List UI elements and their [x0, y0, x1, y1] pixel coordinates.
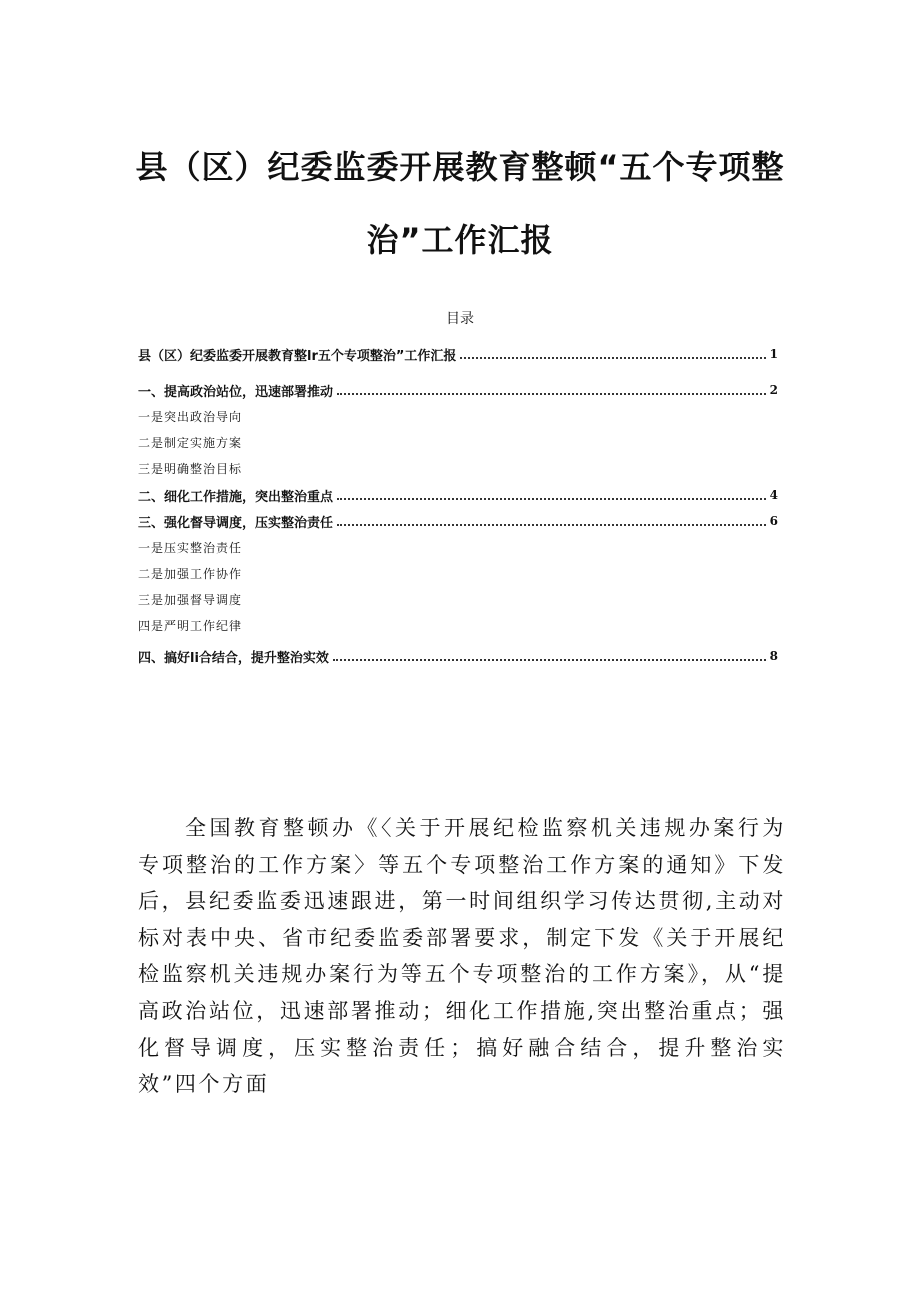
body-paragraph: 全国教育整顿办《〈关于开展纪检监察机关违规办案行为专项整治的工作方案〉等五个专项整治工作方案的通知》下发后，县纪委监委迅速跟进，第一时间组织学习传达贯彻,主动对标对表中央、省市纪委监委部署要求，制定下发《关于开展纪检监察机关违规办案行为等五个专项整治的工作方案》，从“提高政治站位，迅速部署推动；细化工作措施,突出整治重点；强化督导调度，压实整治责任；搞好融合结合，提升整治实效”四个方面 — [138, 816, 786, 1097]
toc-entry-text: 一是突出政治导向 — [138, 409, 243, 424]
toc-subentry-3-2[interactable] — [138, 561, 778, 585]
toc-page-number: 1 — [769, 347, 778, 361]
toc-entry-text: 四、搞好li合结合，提升整治实效 — [138, 650, 329, 666]
toc-entry-text: 一、提高政治站位，迅速部署推动 — [138, 384, 334, 400]
toc-subentry-1-3[interactable] — [138, 456, 778, 480]
toc-entry-section-2[interactable] — [138, 483, 778, 507]
toc-leader-dots — [333, 659, 766, 661]
toc-subentry-3-4[interactable] — [138, 613, 778, 637]
toc-page-number: 2 — [769, 383, 778, 397]
toc-leader-dots — [337, 393, 766, 395]
toc-entry-section-4[interactable] — [138, 644, 778, 668]
toc-leader-dots — [337, 524, 766, 526]
toc-entry-report-title[interactable] — [138, 342, 778, 366]
toc-entry-section-1[interactable] — [138, 378, 778, 402]
toc-subentry-1-2[interactable] — [138, 430, 778, 454]
toc-leader-dots — [337, 498, 766, 500]
toc-subentry-1-1[interactable] — [138, 404, 778, 428]
toc-entry-text: 一是压实整治责任 — [138, 540, 243, 555]
toc-entry-text: 二、细化工作措施，突出整治重点 — [138, 489, 334, 505]
toc-entry-text: 县（区）纪委监委开展教育整lr五个专项整治”工作汇报 — [138, 348, 457, 364]
toc-entry-section-3[interactable] — [138, 509, 778, 533]
document-title-line-1: 县（区）纪委监委开展教育整顿“五个专项整 — [135, 148, 785, 186]
document-title-line-2: 治”工作汇报 — [366, 221, 554, 259]
toc-page-number: 4 — [769, 488, 778, 502]
toc-leader-dots — [460, 357, 765, 359]
toc-entry-text: 三、强化督导调度，压实整治责任 — [138, 515, 334, 531]
toc-entry-text: 二是制定实施方案 — [138, 435, 243, 450]
toc-page-number: 6 — [769, 514, 778, 528]
toc-subentry-3-1[interactable] — [138, 535, 778, 559]
toc-page-number: 8 — [769, 649, 778, 663]
toc-entry-text: 四是严明工作纪律 — [138, 618, 243, 633]
toc-entry-text: 二是加强工作协作 — [138, 566, 243, 581]
toc-subentry-3-3[interactable] — [138, 587, 778, 611]
toc-entry-text: 三是明确整治目标 — [138, 461, 243, 476]
toc-heading: 目录 — [446, 311, 474, 327]
toc-entry-text: 三是加强督导调度 — [138, 592, 243, 607]
